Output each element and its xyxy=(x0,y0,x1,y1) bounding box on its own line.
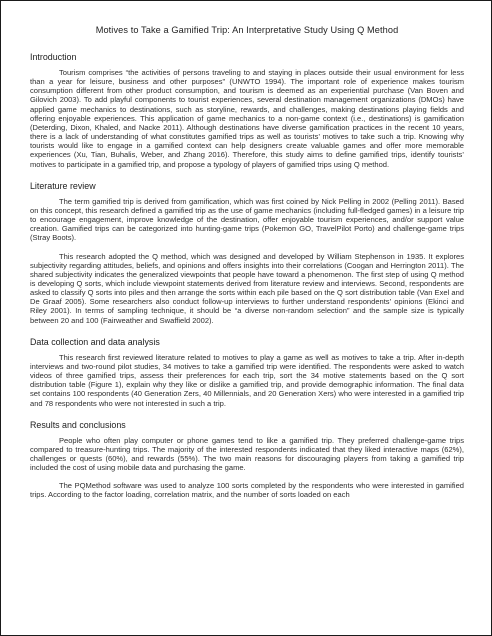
paper-title: Motives to Take a Gamified Trip: An Interpretative Study Using Q Method xyxy=(95,25,399,35)
paragraph: The term gamified trip is derived from gamification, which was first coined by Nick Pelling in 2002 (Pelling 2011). Based on this concept, this research defined a gamified trip as the use of game mechanics (including full-fledged games) in a leisure trip to encourage engagement, improve knowledge of the destination, offer enjoyable tourism experiences, and/or support value creation. Gamified trips can be categorized into hunting-game trips (Pokemon GO, TravelPilot Porto) and challenge-game trips (Stray Boots). xyxy=(30,196,464,243)
section-heading: Literature review xyxy=(30,180,96,191)
paragraph: This research adopted the Q method, which was designed and developed by William Stephenson in 1935. It explores subjectivity regarding attitudes, beliefs, and opinions and offers insights into their correlations (Coogan and Herrington 2011). The shared subjectivity indicates the generalized viewpoints that people have toward a phenomenon. The first step of using Q method is developing Q sorts, which include viewpoint statements derived from literature review and interviews. Second, respondents are asked to classify Q sorts into piles and then arrange the sorts within each pile based on the Q sort distribution table (Van Exel and De Graaf 2005). Some researchers also conduct follow-up interviews to further understand respondents’ opinions (Ekinci and Riley 2001). In terms of sampling technique, it should be “a diverse non-random selection” and the sample size is typically between 20 and 100 (Fairweather and Swaffield 2002). xyxy=(30,251,464,325)
paragraph: The PQMethod software was used to analyze 100 sorts completed by the respondents who were interested in gamified trips. According to the factor loading, correlation matrix, and the number of sorts loaded on each xyxy=(30,481,464,500)
paragraph: Tourism comprises “the activities of persons traveling to and staying in places outside their usual environment for less than a year for leisure, business and other purposes” (UNWTO 1994). The important role of experience makes tourism consumption different from other product consumption, and tourism is deemed as an experiential purchase (Van Boven and Gilovich 2003). To add playful components to tourist experiences, several destination management organizations (DMOs) have applied game mechanics to destinations, such as storyline, rewards, and challenges, making destinations playing fields and offering enjoyable experiences. This application of game mechanics to a non-game context (i.e., destinations) is gamification (Deterding, Dixon, Khaled, and Nacke 2011). Although destinations have diverse gamification practices in the recent 10 years, there is a lack of understanding of what constitutes gamified trips as well as tourists’ motives to take such a trip. Knowing why tourists would like to engage in a gamified context can help designers create valuable games and offer more memorable experiences (Xu, Tian, Buhalis, Weber, and Zhang 2016). Therefore, this study aims to define gamified trips, identify tourists’ motives to participate in a gamified trip, and propose a typology of players of gamified trips using Q method. xyxy=(30,68,464,169)
paragraph: This research first reviewed literature related to motives to play a game as well as motives to take a trip. After in-depth interviews and two-round pilot studies, 34 motives to take a gamified trip were identified. The respondents were asked to watch videos of three gamified trips, assess their preferences for each trip, sort the 34 motive statements based on the Q sort distribution table (Figure 1), explain why they like or dislike a gamified trip, and provide demographic information. The final data set contains 100 respondents (40 Generation Zers, 40 Millennials, and 20 Generation Xers) who were interested in a gamified trip and 78 respondents who were not interested in such a trip. xyxy=(30,352,464,408)
section-data-collection xyxy=(30,337,464,408)
section-introduction xyxy=(30,52,464,169)
section-heading: Introduction xyxy=(30,52,77,62)
section-heading: Results and conclusions xyxy=(30,419,126,430)
section-heading: Data collection and data analysis xyxy=(30,336,160,347)
section-literature-review xyxy=(30,181,464,325)
paragraph: People who often play computer or phone games tend to like a gamified trip. They preferred challenge-game trips compared to treasure-hunting trips. The majority of the interested respondents indicated that they liked interactive maps (62%), challenges or quests (60%), and rewards (55%). The two main reasons for discouraging players from taking a gamified trip included the cost of using mobile data and purchasing the game. xyxy=(30,435,464,473)
section-results xyxy=(30,420,464,500)
